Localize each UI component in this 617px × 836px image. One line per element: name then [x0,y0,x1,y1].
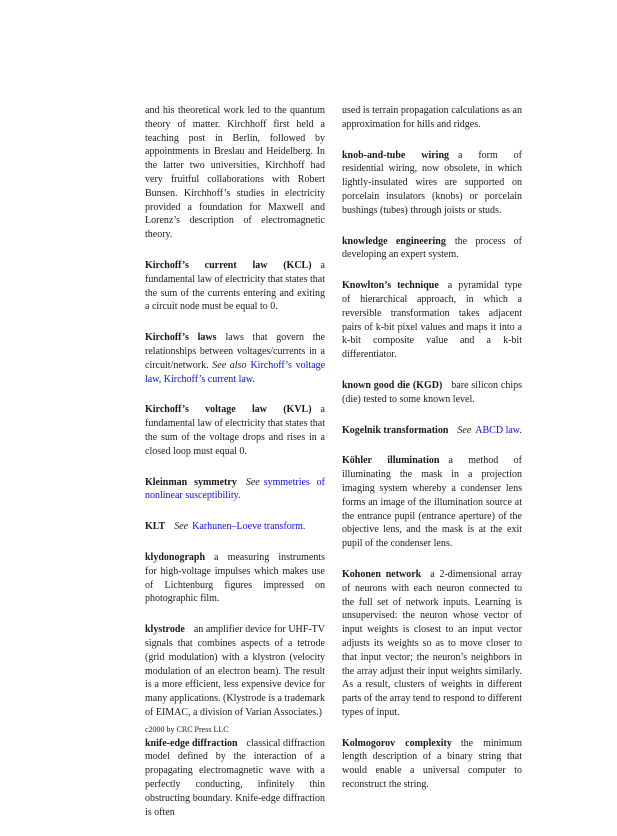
entry-term: KLT [145,521,166,533]
entry-knowledge-engineering [342,235,522,263]
cross-reference-link[interactable]: ABCD law [475,424,520,436]
see-label: See [457,424,472,436]
entry-kcl [145,259,325,314]
entry-definition: a form of residential wiring, now obsolete, in which lightly-insulated wires are supported on porcelain insulators (knobs) or porcelain bushings (tubes) through joists or studs. [342,149,522,216]
entry-kleinman-symmetry [145,476,325,504]
entry-kvl [145,403,325,458]
entry-term: Kirchoff’s laws [145,332,217,344]
entry-kogelnik-transformation [342,424,522,438]
entry-definition: a method of illuminating the mask in a projection imaging system whereby a condenser lens forms an image of the illumination source at the entrance pupil (entrance aperture) of the objective lens, and the mask is at the exit pupil of the condenser lens. [342,455,522,550]
copyright-footer: c2000 by CRC Press LLC [145,725,229,734]
entry-definition: an amplifier device for UHF-TV signals that combines aspects of a tetrode (grid modulation) with a klystron (velocity modulation of an electron beam). The result is a more efficient, less expensive device for many applications. (Klystrode is a trademark of EIMAC, a division of Varian Associates.) [145,624,325,718]
entry-definition: a 2-dimensional array of neurons with each neuron connected to the full set of network inputs. Learning is unsupervised: the neuron whose vector of input weights is closest to an input vector adjusts its weights so as to move closer to that input vector; the neuron’s neighbors in the array adjust their input weights similarly. As a result, clusters of weights in different parts of the array tend to respond to different types of input. [342,568,523,718]
entry-kirchoffs-laws [145,331,325,386]
see-also-label: See also [212,359,247,371]
entry-term: Kogelnik transformation [342,424,449,436]
entry-definition: bare silicon chips (die) tested to some known level. [342,379,523,405]
entry-term: Kolmogorov complexity [342,737,452,749]
entry-term: knowledge engineering [342,235,446,247]
continuation-text: and his theoretical work led to the quantum theory of matter. Kirchhoff first held a teaching post in Berlin, followed by appointments in Breslau and Heidelberg. In the latter two universities, Kirchhoff had very fruitful collaborations with Robert Bunsen. Kirchhoff’s studies in electricity provided a foundation for Maxwell and Lorenz’s description of electromagnetic theory. [145,105,325,241]
entry-definition: laws that govern the relationships between voltages/currents in a circuit/network. [145,332,325,371]
entry-kolmogorov-complexity [342,737,522,792]
see-label: See [174,521,189,533]
entry-knob-and-tube-wiring [342,149,522,218]
entry-klystrode [145,623,325,720]
entry-knife-edge-diffraction [145,737,325,820]
entry-term: Kohonen network [342,568,422,580]
entry-klt [145,520,325,534]
entry-term: Kleinman symmetry [145,476,237,488]
entry-term: Köhler illumination [342,455,440,467]
see-label: See [245,476,260,488]
right-column [342,104,522,809]
entry-definition: a fundamental law of electricity that states that the sum of the currents entering and exiting a circuit node must be equal to 0. [145,259,325,313]
cross-reference-link[interactable]: Karhunen–Loeve transform [192,521,303,533]
entry-period: . [519,424,522,436]
entry-definition: the minimum length description of a binary string that would enable a universal computer to reconstruct the string. [342,737,522,791]
entry-klydonograph [145,551,325,606]
entry-definition: classical diffraction model defined by the interaction of a propagating electromagnetic wave with a perfectly conducting, infinitely thin obstructing boundary. Knife-edge diffraction is often [145,737,325,818]
entry-definition: a pyramidal type of hierarchical approach, in which a reversible transformation takes adjacent pairs of k-bit pixel values and maps it into a k-bit composite value and a k-bit differentiator. [342,280,522,361]
entry-knowltons-technique [342,279,522,362]
entry-period: . [302,521,306,533]
entry-definition: a measuring instruments for high-voltage impulses which makes use of Lichtenburg figures impressed on photographic film. [145,551,325,605]
entry-kohler-illumination [342,454,522,551]
entry-term: Knowlton’s technique [342,280,439,292]
entry-kohonen-network [342,568,522,720]
entry-term: Kirchoff’s current law (KCL) [145,259,312,271]
entry-definition: a fundamental law of electricity that states that the sum of the voltage drops and rises in a closed loop must equal 0. [145,404,325,457]
continuation-text: used is terrain propagation calculations as an approximation for hills and ridges. [342,105,522,130]
entry-term: known good die (KGD) [342,379,443,391]
entry-term: knob-and-tube wiring [342,149,450,161]
entry-period: . [237,490,241,502]
cross-reference-link[interactable]: Kirchoff’s voltage law, Kirchoff’s current law [145,359,326,385]
entry-term: klydonograph [145,551,206,563]
entry-period: . [252,373,255,385]
entry-known-good-die [342,379,522,407]
entry-term: Kirchoff’s voltage law (KVL) [145,404,312,416]
entry-definition: the process of developing an expert system. [342,235,522,261]
cross-reference-link[interactable]: symmetries of nonlinear susceptibility [145,476,325,502]
entry-term: knife-edge diffraction [145,737,238,749]
entry-term: klystrode [145,624,185,636]
